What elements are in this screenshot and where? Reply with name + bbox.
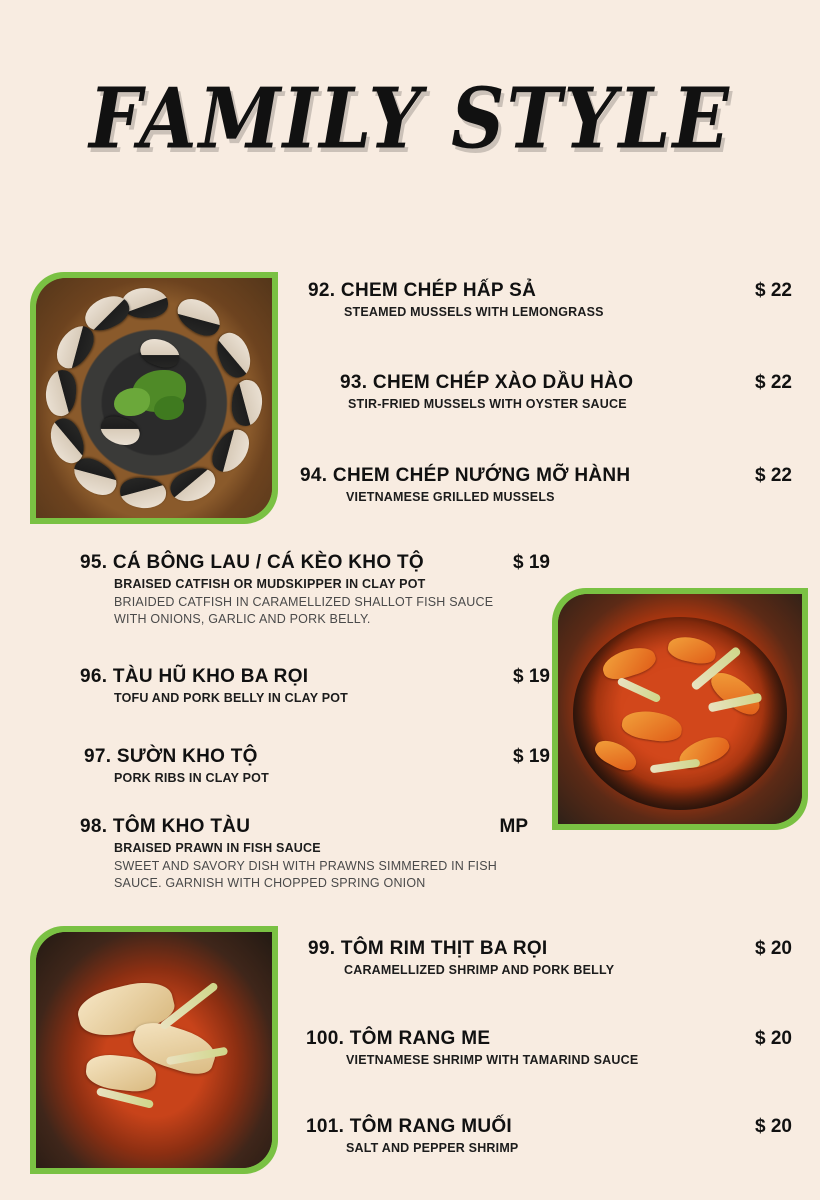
item-name: TÔM RIM THỊT BA RỌI bbox=[340, 938, 548, 959]
item-name: TÔM KHO TÀU bbox=[112, 816, 251, 837]
item-subtitle: BRAISED PRAWN IN FISH SAUCE bbox=[114, 841, 321, 855]
item-price: $ 19 bbox=[513, 746, 550, 767]
page-title: FAMILY STYLE bbox=[89, 71, 731, 168]
menu-item-97 bbox=[84, 746, 550, 785]
item-name: SƯỜN KHO TỘ bbox=[116, 746, 258, 767]
item-number: 92. bbox=[308, 280, 336, 301]
item-name: TÔM RANG MUỐI bbox=[349, 1116, 512, 1137]
menu-item-99 bbox=[308, 938, 792, 977]
item-name: TÀU HŨ KHO BA RỌI bbox=[112, 666, 309, 687]
item-price: $ 19 bbox=[513, 552, 550, 573]
item-subtitle: BRAISED CATFISH OR MUDSKIPPER IN CLAY POT bbox=[114, 577, 426, 591]
menu-item-94 bbox=[300, 465, 792, 504]
item-number: 100. bbox=[306, 1028, 345, 1049]
item-subtitle: SALT AND PEPPER SHRIMP bbox=[346, 1141, 519, 1155]
item-name: TÔM RANG ME bbox=[349, 1028, 491, 1049]
item-number: 95. bbox=[80, 552, 108, 573]
item-number: 97. bbox=[84, 746, 112, 767]
mussels-photo bbox=[30, 272, 278, 524]
menu-item-101 bbox=[306, 1116, 792, 1155]
item-name: CÁ BÔNG LAU / CÁ KÈO KHO TỘ bbox=[112, 552, 424, 573]
item-subtitle: PORK RIBS IN CLAY POT bbox=[114, 771, 269, 785]
item-description: BRIAIDED CATFISH IN CARAMELLIZED SHALLOT FISH SAUCE WITH ONIONS, GARLIC AND PORK BELLY. bbox=[114, 595, 494, 626]
item-name: CHEM CHÉP NƯỚNG MỠ HÀNH bbox=[332, 465, 631, 486]
clay-pot-shrimp-photo bbox=[552, 588, 808, 830]
item-number: 96. bbox=[80, 666, 108, 687]
item-name: CHEM CHÉP HẤP SẢ bbox=[340, 280, 537, 301]
item-subtitle: STEAMED MUSSELS WITH LEMONGRASS bbox=[344, 305, 604, 319]
item-price: $ 22 bbox=[755, 372, 792, 393]
item-price: MP bbox=[499, 816, 528, 837]
item-price: $ 20 bbox=[755, 1028, 792, 1049]
item-number: 93. bbox=[340, 372, 368, 393]
item-price: $ 22 bbox=[755, 280, 792, 301]
menu-item-92 bbox=[308, 280, 792, 319]
menu-item-96 bbox=[80, 666, 550, 705]
item-price: $ 20 bbox=[755, 938, 792, 959]
item-number: 99. bbox=[308, 938, 336, 959]
item-price: $ 20 bbox=[755, 1116, 792, 1137]
item-number: 94. bbox=[300, 465, 328, 486]
item-subtitle: STIR-FRIED MUSSELS WITH OYSTER SAUCE bbox=[348, 397, 627, 411]
fish-clay-pot-photo bbox=[30, 926, 278, 1174]
item-price: $ 22 bbox=[755, 465, 792, 486]
menu-item-98 bbox=[80, 816, 550, 892]
item-number: 98. bbox=[80, 816, 108, 837]
item-subtitle: TOFU AND PORK BELLY IN CLAY POT bbox=[114, 691, 349, 705]
item-name: CHEM CHÉP XÀO DẦU HÀO bbox=[372, 372, 634, 393]
item-subtitle: VIETNAMESE GRILLED MUSSELS bbox=[346, 490, 555, 504]
item-description: SWEET AND SAVORY DISH WITH PRAWNS SIMMERED IN FISH SAUCE. GARNISH WITH CHOPPED SPRING ONION bbox=[114, 859, 497, 890]
menu-item-93 bbox=[308, 372, 792, 411]
menu-item-100 bbox=[306, 1028, 792, 1067]
item-subtitle: CARAMELLIZED SHRIMP AND PORK BELLY bbox=[344, 963, 615, 977]
menu-item-95 bbox=[80, 552, 550, 628]
item-subtitle: VIETNAMESE SHRIMP WITH TAMARIND SAUCE bbox=[346, 1053, 639, 1067]
item-price: $ 19 bbox=[513, 666, 550, 687]
item-number: 101. bbox=[306, 1116, 345, 1137]
